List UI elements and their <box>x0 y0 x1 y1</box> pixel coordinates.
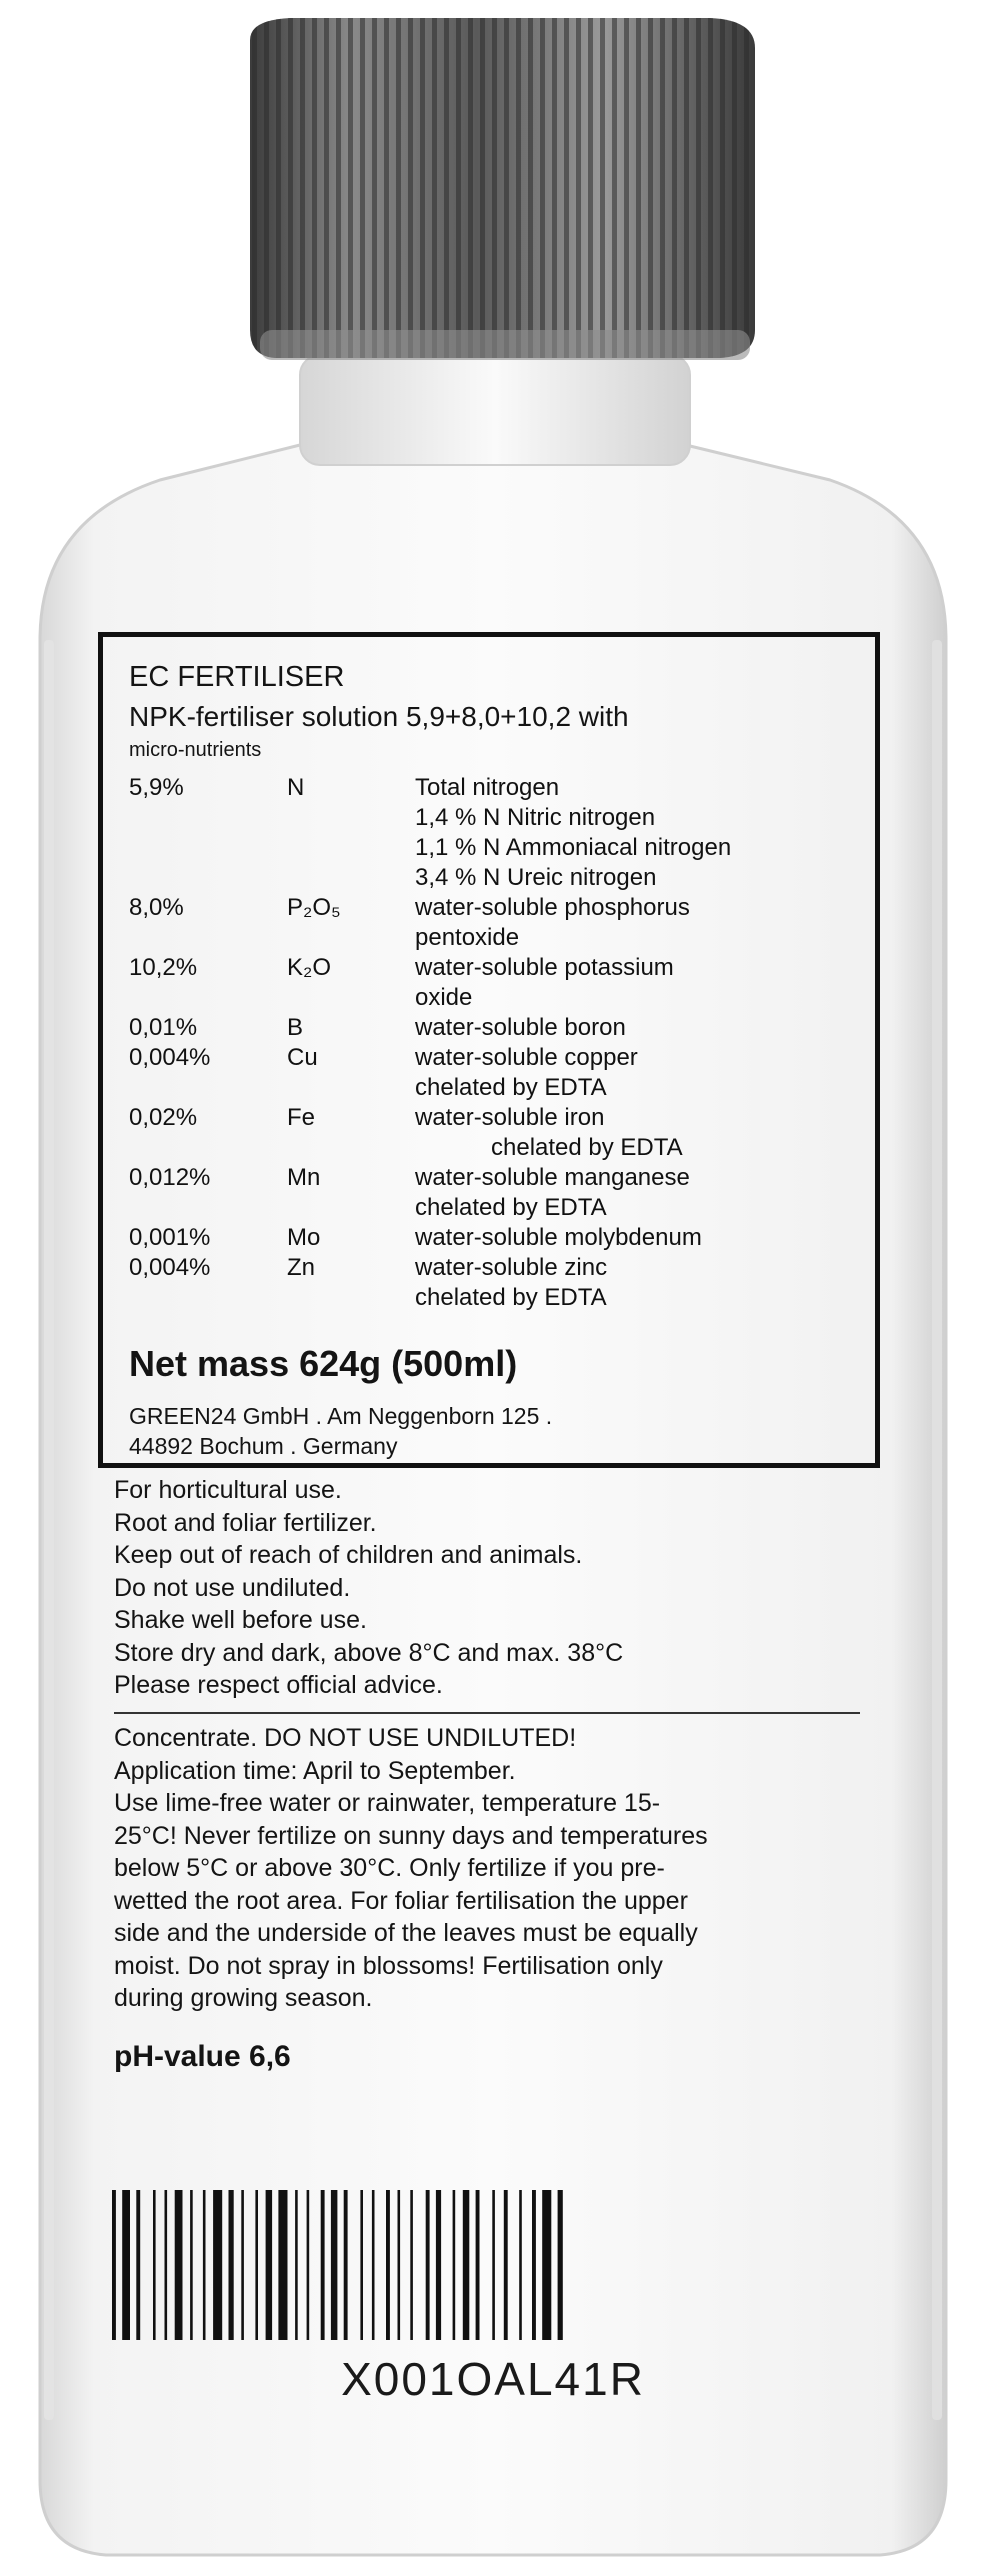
barcode-bar <box>229 2190 234 2340</box>
nutrient-description: water-soluble iron <box>415 1104 605 1131</box>
barcode-bar <box>386 2190 390 2340</box>
barcode-bar <box>255 2190 258 2340</box>
nutrient-description: water-soluble zinc <box>415 1254 608 1281</box>
nutrient-description: water-soluble copper <box>415 1044 638 1071</box>
cap-ridges <box>250 18 755 358</box>
nutrient-symbol: P₂O₅ <box>287 894 341 921</box>
barcode-bar <box>410 2190 413 2340</box>
nutrient-description: water-soluble potassium <box>415 954 674 981</box>
ph-value: pH-value 6,6 <box>114 2040 291 2073</box>
left-ribs <box>44 640 54 2420</box>
nutrient-percent: 8,0% <box>129 894 184 921</box>
barcode-bar <box>519 2190 522 2340</box>
barcode-text: X001OAL41R <box>341 2353 645 2405</box>
nutrient-percent: 10,2% <box>129 954 198 981</box>
label-title: EC FERTILISER <box>129 661 345 693</box>
barcode-bar <box>331 2190 338 2340</box>
barcode-bar <box>344 2190 348 2340</box>
barcode-bar <box>504 2190 508 2340</box>
nutrient-description: pentoxide <box>415 924 520 951</box>
text-line: wetted the root area. For foliar fertilisation the upper <box>114 1886 688 1915</box>
nutrient-table-box <box>98 632 880 1468</box>
net-mass: Net mass 624g (500ml) <box>129 1343 518 1384</box>
barcode-bar <box>122 2190 130 2340</box>
nutrient-description: water-soluble boron <box>415 1014 626 1041</box>
nutrient-description: water-soluble molybdenum <box>415 1224 702 1251</box>
text-line: Concentrate. DO NOT USE UNDILUTED! <box>114 1724 577 1752</box>
text-line: Use lime-free water or rainwater, temperature 15- <box>114 1789 661 1817</box>
nutrient-description: chelated by EDTA <box>491 1134 683 1161</box>
barcode-bar <box>165 2190 168 2340</box>
barcode-bar <box>278 2190 287 2340</box>
nutrient-description: 3,4 % N Ureic nitrogen <box>415 864 657 891</box>
barcode-bar <box>307 2190 310 2340</box>
barcode-bar <box>360 2190 363 2340</box>
text-line: Please respect official advice. <box>114 1671 443 1699</box>
barcode-bar <box>372 2190 375 2340</box>
text-line: during growing season. <box>114 1984 373 2012</box>
divider <box>114 1712 860 1714</box>
nutrient-symbol: Mn <box>287 1164 321 1191</box>
cap-bottom-rim <box>260 330 750 360</box>
nutrient-description: chelated by EDTA <box>415 1284 607 1311</box>
nutrient-description: 1,4 % N Nitric nitrogen <box>415 804 656 831</box>
label-subtitle-2: micro-nutrients <box>129 739 262 761</box>
nutrient-percent: 5,9% <box>129 774 184 801</box>
nutrient-percent: 0,02% <box>129 1104 198 1131</box>
nutrient-symbol: Mo <box>287 1224 321 1251</box>
text-line: 25°C! Never fertilize on sunny days and temperatures <box>114 1821 708 1850</box>
text-line: Shake well before use. <box>114 1606 367 1634</box>
nutrient-description: water-soluble manganese <box>415 1164 690 1191</box>
text-line: Store dry and dark, above 8°C and max. 38°C <box>114 1638 624 1667</box>
barcode-bar <box>476 2190 480 2340</box>
nutrient-description: Total nitrogen <box>415 774 560 801</box>
barcode-bar <box>532 2190 536 2340</box>
nutrient-percent: 0,004% <box>129 1254 211 1281</box>
address-line-1: GREEN24 GmbH . Am Neggenborn 125 . <box>129 1403 553 1429</box>
barcode-bar <box>266 2190 273 2340</box>
text-line: below 5°C or above 30°C. Only fertilize if you pre- <box>114 1854 665 1882</box>
text-line: For horticultural use. <box>114 1476 342 1504</box>
barcode-bar <box>241 2190 244 2340</box>
nutrient-description: chelated by EDTA <box>415 1194 607 1221</box>
nutrient-percent: 0,012% <box>129 1164 211 1191</box>
nutrient-symbol: B <box>287 1014 304 1041</box>
barcode-bar <box>295 2190 298 2340</box>
barcode-bar <box>175 2190 183 2340</box>
label-subtitle: NPK-fertiliser solution 5,9+8,0+10,2 with <box>129 701 629 732</box>
nutrient-symbol: Cu <box>287 1044 318 1071</box>
nutrient-description: chelated by EDTA <box>415 1074 607 1101</box>
barcode-bar <box>321 2190 325 2340</box>
nutrient-description: water-soluble phosphorus <box>415 894 690 921</box>
nutrient-symbol: Zn <box>287 1254 316 1281</box>
text-line: Root and foliar fertilizer. <box>114 1508 377 1537</box>
barcode-bar <box>203 2190 206 2340</box>
nutrient-percent: 0,004% <box>129 1044 211 1071</box>
nutrient-description: oxide <box>415 984 473 1011</box>
bottle-neck <box>300 355 690 465</box>
text-line: side and the underside of the leaves must be equally <box>114 1919 698 1947</box>
address-line-2: 44892 Bochum . Germany <box>129 1433 398 1459</box>
barcode-bar <box>190 2190 193 2340</box>
barcode-bar <box>426 2190 430 2340</box>
nutrient-symbol: Fe <box>287 1104 316 1131</box>
nutrient-description: 1,1 % N Ammoniacal nitrogen <box>415 834 732 861</box>
barcode-bar <box>492 2190 495 2340</box>
nutrient-percent: 0,001% <box>129 1224 211 1251</box>
barcode-bar <box>436 2190 441 2340</box>
barcode-bar <box>136 2190 140 2340</box>
nutrient-symbol: K₂O <box>287 954 331 981</box>
barcode-bar <box>153 2190 156 2340</box>
barcode-bar <box>398 2190 401 2340</box>
barcode-bar <box>213 2190 222 2340</box>
barcode-bar <box>453 2190 456 2340</box>
barcode-bar <box>463 2190 470 2340</box>
barcode-bar <box>112 2190 116 2340</box>
text-line: Keep out of reach of children and animals. <box>114 1541 583 1569</box>
barcode-bar <box>542 2190 551 2340</box>
barcode-bar <box>558 2190 563 2340</box>
right-ribs <box>932 640 942 2420</box>
text-line: Application time: April to September. <box>114 1756 516 1785</box>
text-line: moist. Do not spray in blossoms! Fertilisation only <box>114 1951 663 1980</box>
nutrient-symbol: N <box>287 774 305 801</box>
text-line: Do not use undiluted. <box>114 1573 351 1602</box>
nutrient-percent: 0,01% <box>129 1014 198 1041</box>
